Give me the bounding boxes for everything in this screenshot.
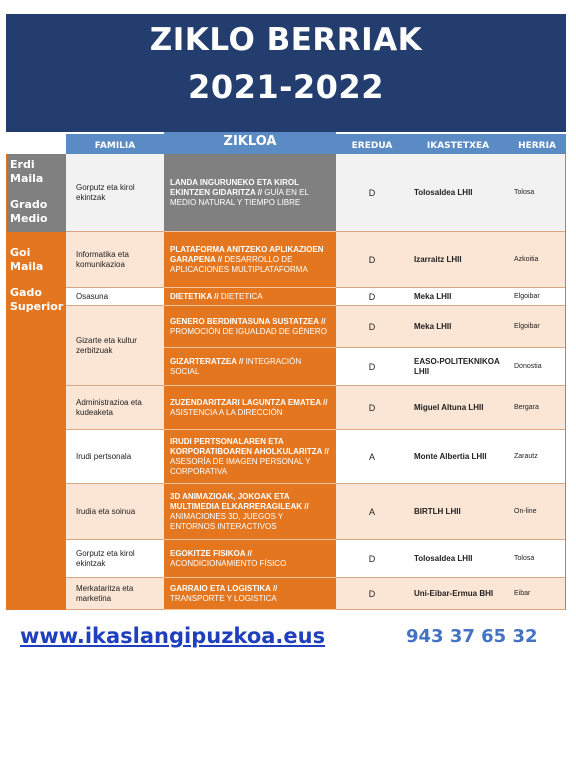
- eredua-cell: D: [336, 306, 408, 348]
- herria-cell: Donostia: [508, 348, 566, 386]
- familia-cell: Irudi pertsonala: [66, 430, 164, 484]
- familia-cell: Gorputz eta kirol ekintzak: [66, 154, 164, 232]
- herria-cell: Azkoitia: [508, 232, 566, 288]
- phone-number: 943 37 65 32: [406, 626, 538, 647]
- ikastetxea-cell: Meka LHII: [408, 288, 508, 306]
- familia-cell: Administrazioa eta kudeaketa: [66, 386, 164, 430]
- zikloa-eu: PLATAFORMA ANITZEKO APLIKAZIOEN GARAPENA //: [170, 244, 324, 264]
- zikloa-eu: LANDA INGURUNEKO ETA KIROL EKINTZEN GIDARITZA //: [170, 177, 299, 197]
- zikloa-text: [170, 178, 330, 208]
- header-zikloa: ZIKLOA: [164, 132, 336, 154]
- herria-cell: On-line: [508, 484, 566, 540]
- zikloa-text: [170, 292, 330, 302]
- eredua-cell: D: [336, 386, 408, 430]
- zikloa-cell: [164, 430, 336, 484]
- zikloa-es: INTEGRACIÓN SOCIAL: [170, 356, 302, 376]
- eredua-cell: D: [336, 540, 408, 578]
- zikloa-text: [170, 357, 330, 377]
- zikloa-cell: [164, 484, 336, 540]
- title-line2: 2021-2022: [188, 68, 384, 106]
- ikastetxea-cell: Miguel Altuna LHII: [408, 386, 508, 430]
- zikloa-text: [170, 317, 330, 337]
- level-goi-maila: [6, 232, 66, 610]
- ikastetxea-cell: BIRTLH LHII: [408, 484, 508, 540]
- zikloa-eu: ZUZENDARITZARI LAGUNTZA EMATEA //: [170, 397, 328, 407]
- ikastetxea-cell: Meka LHII: [408, 306, 508, 348]
- ikastetxea-cell: Monte Albertia LHII: [408, 430, 508, 484]
- eredua-cell: D: [336, 348, 408, 386]
- zikloa-eu: EGOKITZE FISIKOA //: [170, 548, 252, 558]
- header-eredua: EREDUA: [336, 134, 408, 154]
- eredua-cell: D: [336, 578, 408, 610]
- zikloa-cell: [164, 232, 336, 288]
- zikloa-cell: [164, 386, 336, 430]
- zikloa-es: ACONDICIONAMIENTO FÍSICO: [170, 558, 287, 568]
- level-goi-eu: Goi Maila: [10, 246, 44, 273]
- zikloa-cell: [164, 578, 336, 610]
- zikloa-text: [170, 245, 330, 275]
- eredua-cell: A: [336, 484, 408, 540]
- title-banner: [6, 14, 566, 132]
- zikloa-text: [170, 398, 330, 418]
- zikloa-cell: [164, 288, 336, 306]
- zikloa-eu: GENERO BERDINTASUNA SUSTATZEA //: [170, 316, 326, 326]
- zikloa-es: DESARROLLO DE APLICACIONES MULTIPLATAFORMA: [170, 254, 308, 274]
- level-goi-es: Gado Superior: [10, 286, 64, 313]
- familia-cell: Osasuna: [66, 288, 164, 306]
- zikloa-eu: 3D ANIMAZIOAK, JOKOAK ETA MULTIMEDIA ELKARRERAGILEAK //: [170, 491, 309, 511]
- zikloa-eu: GARRAIO ETA LOGISTIKA //: [170, 583, 278, 593]
- ikastetxea-cell: Izarraitz LHII: [408, 232, 508, 288]
- zikloa-es: GUÍA EN EL MEDIO NATURAL Y TIEMPO LIBRE: [170, 187, 309, 207]
- header-ikastetxea: IKASTETXEA: [408, 134, 508, 154]
- zikloa-es: ASISTENCIA A LA DIRECCIÓN: [170, 407, 283, 417]
- familia-cell: Merkataritza eta marketina: [66, 578, 164, 610]
- zikloa-es: ASESORÍA DE IMAGEN PERSONAL Y CORPORATIVA: [170, 456, 311, 476]
- zikloa-eu: GIZARTERATZEA //: [170, 356, 244, 366]
- zikloa-es: PROMOCIÓN DE IGUALDAD DE GÉNERO: [170, 326, 327, 336]
- zikloa-cell: [164, 306, 336, 348]
- eredua-cell: D: [336, 154, 408, 232]
- zikloa-cell: [164, 540, 336, 578]
- zikloa-text: [170, 492, 330, 532]
- level-erdi-eu: Erdi Maila: [10, 158, 44, 185]
- herria-cell: Elgoibar: [508, 288, 566, 306]
- zikloa-es: DIETETICA: [220, 291, 263, 301]
- familia-cell: Gizarte eta kultur zerbitzuak: [66, 306, 164, 386]
- level-erdi-maila: [6, 154, 66, 232]
- zikloa-text: [170, 437, 330, 477]
- zikloa-es: ANIMACIONES 3D, JUEGOS Y ENTORNOS INTERACTIVOS: [170, 511, 284, 531]
- familia-cell: Gorputz eta kirol ekintzak: [66, 540, 164, 578]
- title-line1: ZIKLO BERRIAK: [149, 22, 423, 58]
- website-link[interactable]: www.ikaslangipuzkoa.eus: [20, 624, 326, 648]
- familia-cell: Informatika eta komunikazioa: [66, 232, 164, 288]
- zikloa-cell: [164, 348, 336, 386]
- ikastetxea-cell: Uni-Eibar-Ermua BHI: [408, 578, 508, 610]
- zikloa-text: [170, 549, 330, 569]
- zikloa-text: [170, 584, 330, 604]
- ikastetxea-cell: Tolosaldea LHII: [408, 154, 508, 232]
- zikloa-es: TRANSPORTE Y LOGISTICA: [170, 593, 277, 603]
- zikloa-eu: IRUDI PERTSONALAREN ETA KORPORATIBOAREN AHOLKULARITZA //: [170, 436, 329, 456]
- herria-cell: Elgoibar: [508, 306, 566, 348]
- eredua-cell: A: [336, 430, 408, 484]
- ikastetxea-cell: EASO-POLITEKNIKOA LHII: [408, 348, 508, 386]
- zikloa-eu: DIETETIKA //: [170, 291, 219, 301]
- eredua-cell: D: [336, 232, 408, 288]
- herria-cell: Tolosa: [508, 540, 566, 578]
- herria-cell: Bergara: [508, 386, 566, 430]
- level-erdi-es: Grado Medio: [10, 198, 48, 225]
- eredua-cell: D: [336, 288, 408, 306]
- herria-cell: Eibar: [508, 578, 566, 610]
- ikastetxea-cell: Tolosaldea LHII: [408, 540, 508, 578]
- header-familia: FAMILIA: [66, 134, 164, 154]
- herria-cell: Tolosa: [508, 154, 566, 232]
- familia-cell: Irudia eta soinua: [66, 484, 164, 540]
- herria-cell: Zarautz: [508, 430, 566, 484]
- zikloa-cell: [164, 154, 336, 232]
- header-herria: HERRIA: [508, 134, 566, 154]
